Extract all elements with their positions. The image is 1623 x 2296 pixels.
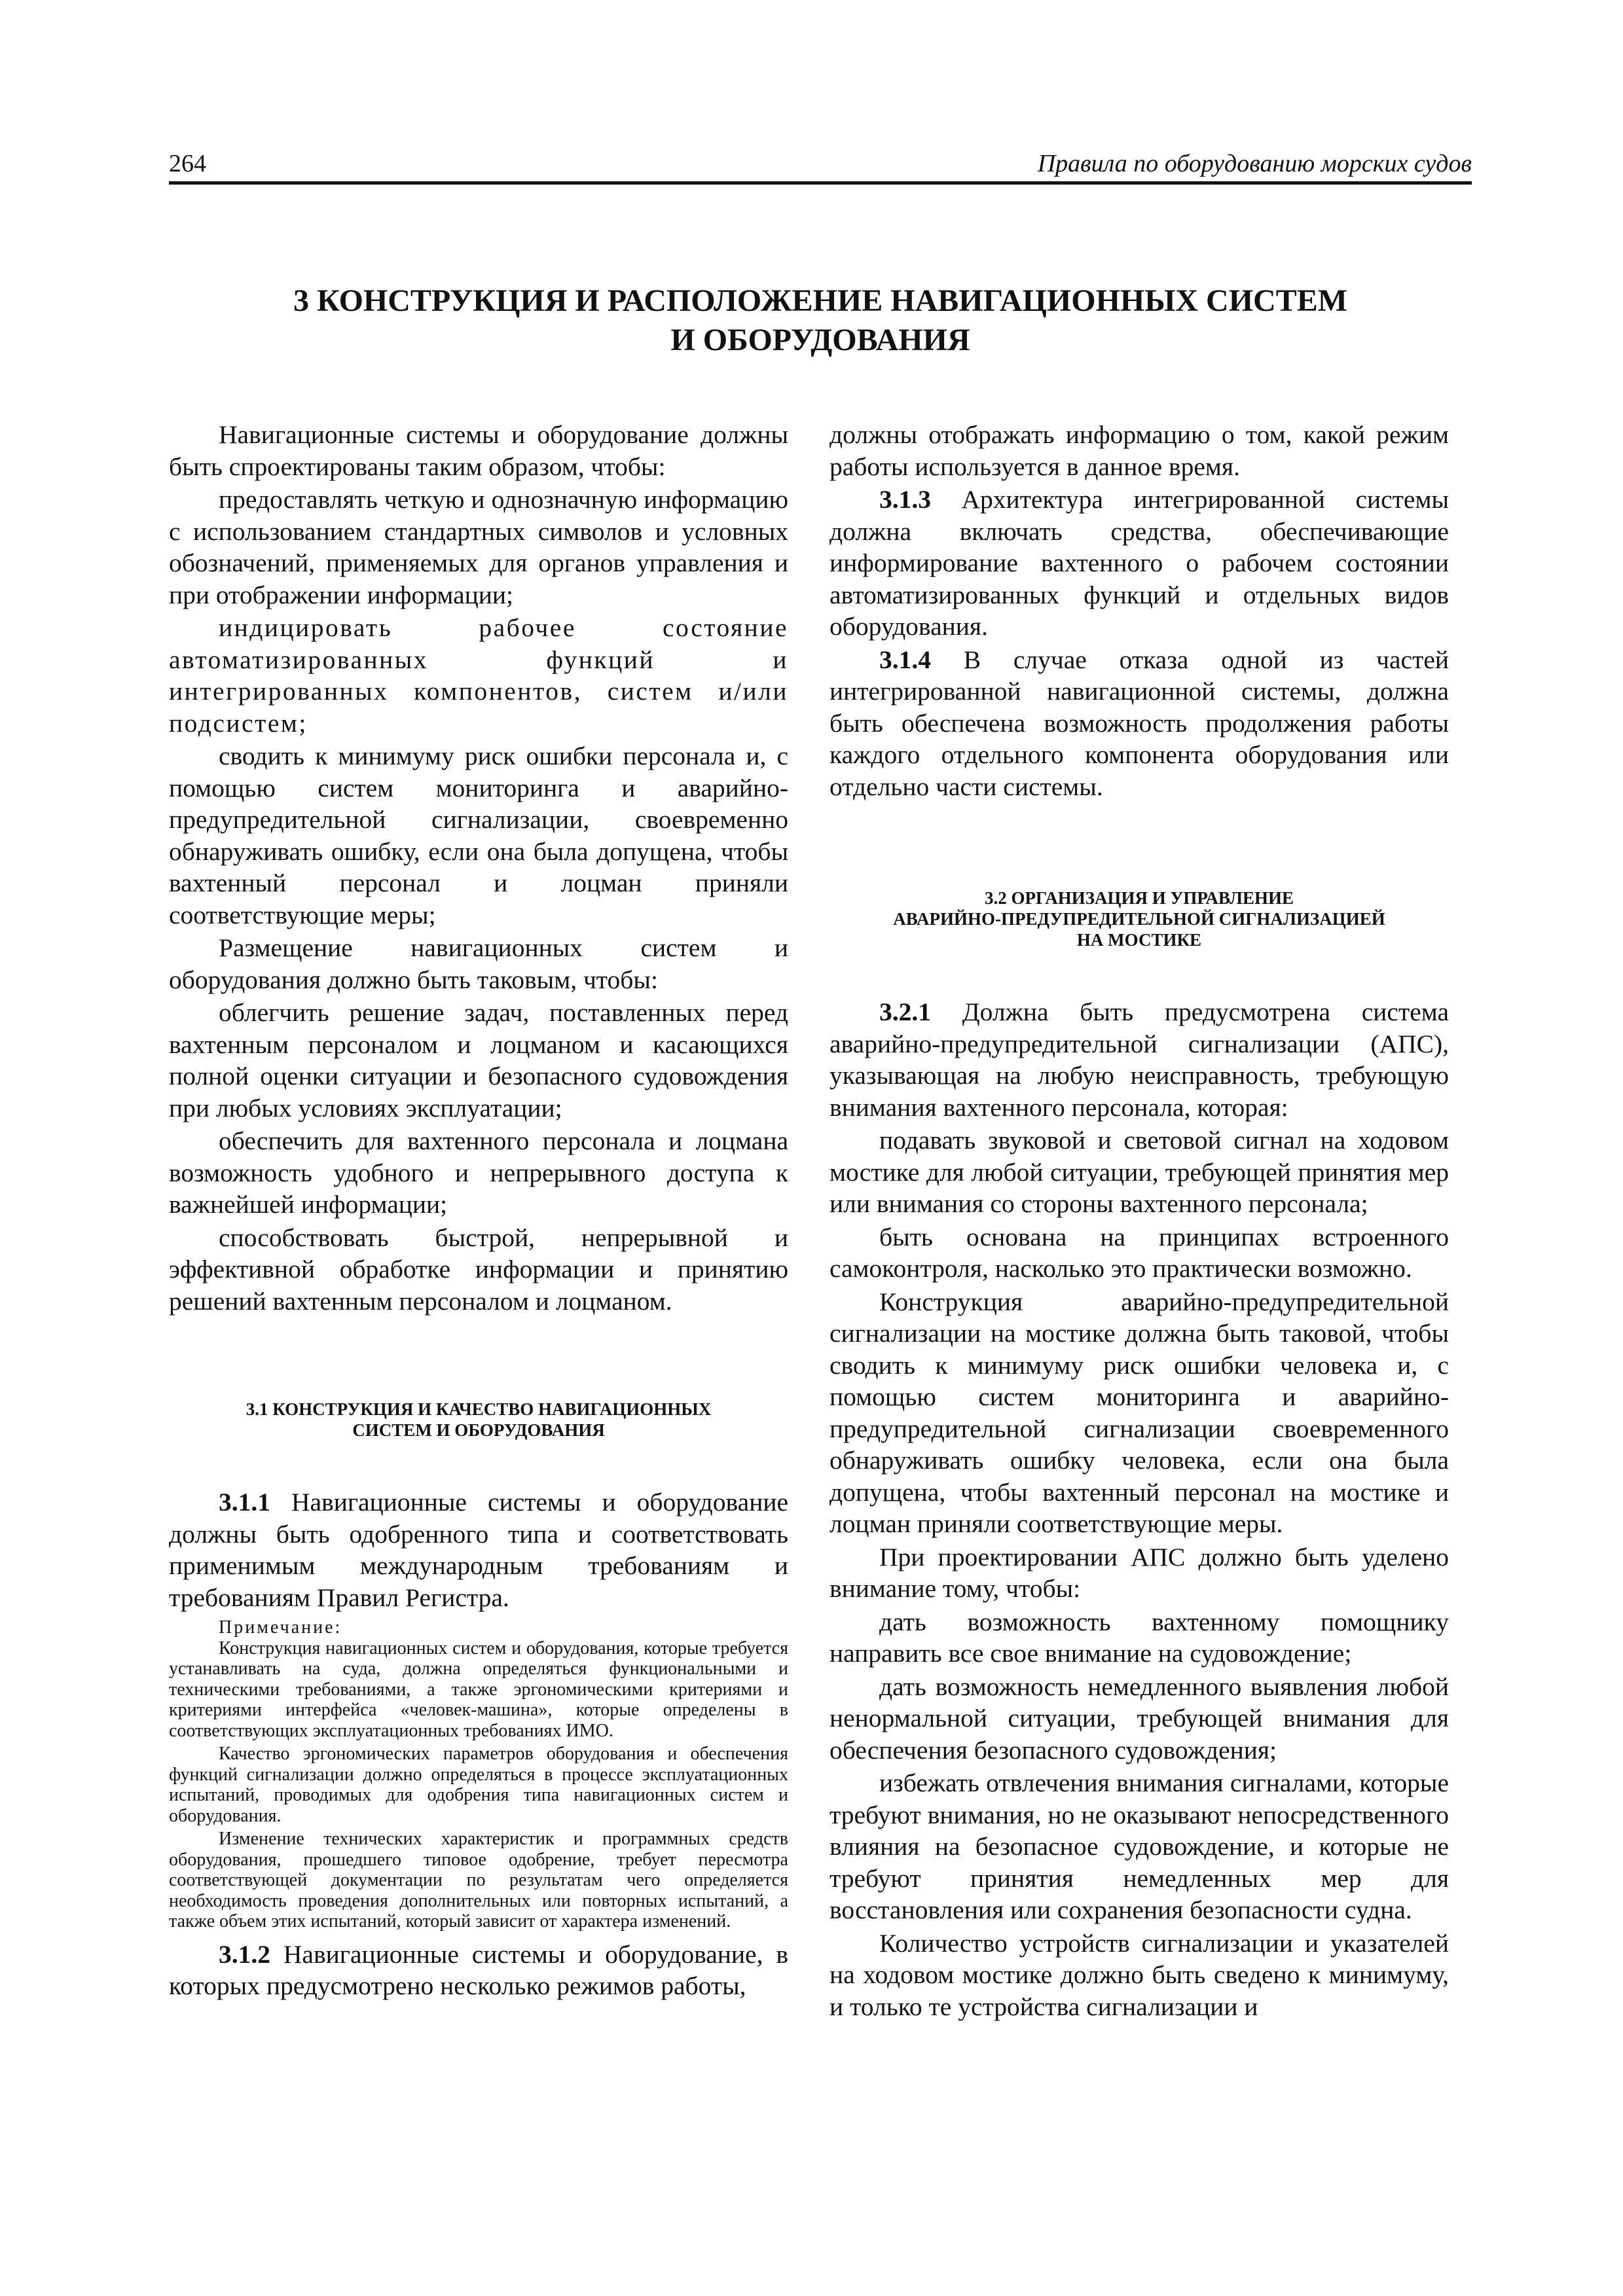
clause-text: Навигационные системы и оборудование, в которых предусмотрено несколько режимов работы, xyxy=(169,1939,788,2000)
clause-text: Архитектура интегрированной системы должна включать средства, обеспечивающие информирование вахтенного о рабочем состоянии автоматизированных функций и отдельных видов оборудования. xyxy=(830,485,1449,641)
list-paragraph: избежать отвлечения внимания сигналами, которые требуют внимания, но не оказывают непосредственного влияния на безопасное судовождение, и которые не требуют принятия немедленных мер для восстановления или сохранения безопасности судна. xyxy=(830,1768,1449,1924)
chapter-title-line-1: 3 КОНСТРУКЦИЯ И РАСПОЛОЖЕНИЕ НАВИГАЦИОННЫХ СИСТЕМ xyxy=(293,283,1348,318)
clause-number: 3.1.1 xyxy=(219,1488,270,1516)
clause-number: 3.2.1 xyxy=(879,997,931,1026)
paragraph: Конструкция аварийно-предупредительной сигнализации на мостике должна быть таковой, чтобы сводить к минимуму риск ошибки человека и, с помощью систем мониторинга и аварийно-предупредительной сигнализации своевременного обнаруживать ошибку человека, если она была допущена, чтобы вахтенный персонал на мостике и лоцман приняли соответствующие меры. xyxy=(830,1287,1449,1538)
list-paragraph: сводить к минимуму риск ошибки персонала и, с помощью систем мониторинга и аварийно-предупредительной сигнализации, своевременно обнаруживать ошибку, если она была допущена, чтобы вахтенный персонал и лоцман приняли соответствующие меры; xyxy=(169,742,788,929)
paragraph: Количество устройств сигнализации и указателей на ходовом мостике должно быть сведено к минимуму, и только те устройства сигнализации и xyxy=(830,1928,1449,2021)
chapter-title-line-2: И ОБОРУДОВАНИЯ xyxy=(670,323,970,357)
clause-text: Навигационные системы и оборудование должны быть одобренного типа и соответствовать применимым международным требованиям и требованиям Правил Регистра. xyxy=(169,1488,788,1612)
list-paragraph: обеспечить для вахтенного персонала и лоцмана возможность удобного и непрерывного доступа к важнейшей информации; xyxy=(169,1126,788,1219)
list-paragraph: подавать звуковой и световой сигнал на ходовом мостике для любой ситуации, требующей принятия мер или внимания со стороны вахтенного персонала; xyxy=(830,1126,1449,1218)
section-heading-line: 3.1 КОНСТРУКЦИЯ И КАЧЕСТВО НАВИГАЦИОННЫХ xyxy=(246,1399,712,1419)
section-heading-3-2 xyxy=(830,888,1449,950)
paragraph-continuation: должны отображать информацию о том, какой режим работы используется в данное время. xyxy=(830,420,1449,481)
clause-3-2-1 xyxy=(830,996,1449,1123)
paragraph: При проектировании АПС должно быть уделено внимание тому, чтобы: xyxy=(830,1542,1449,1603)
page-header xyxy=(169,145,1472,185)
list-paragraph: быть основана на принципах встроенного самоконтроля, насколько это практически возможно. xyxy=(830,1222,1449,1283)
clause-text: Должна быть предусмотрена система аварийно-предупредительной сигнализации (АПС), указывающая на любую неисправность, требующую внимания вахтенного персонала, которая: xyxy=(830,997,1450,1122)
list-paragraph: индицировать рабочее состояние автоматизированных функций и интегрированных компонентов, систем и/или подсистем; xyxy=(169,613,788,738)
section-heading-line: СИСТЕМ И ОБОРУДОВАНИЯ xyxy=(352,1420,605,1440)
note-block xyxy=(169,1617,788,1932)
list-paragraph: способствовать быстрой, непрерывной и эффективной обработке информации и принятию решений вахтенным персоналом и лоцманом. xyxy=(169,1223,788,1316)
clause-number: 3.1.4 xyxy=(879,645,931,674)
running-title: Правила по оборудованию морских судов xyxy=(1037,150,1472,177)
section-heading-line: 3.2 ОРГАНИЗАЦИЯ И УПРАВЛЕНИЕ xyxy=(985,888,1294,908)
clause-number: 3.1.3 xyxy=(879,485,931,514)
clause-text: В случае отказа одной из частей интегрированной навигационной системы, должна быть обеспечена возможность продолжения работы каждого отдельного компонента оборудования или отдельно части системы. xyxy=(830,645,1449,801)
section-heading-line: АВАРИЙНО-ПРЕДУПРЕДИТЕЛЬНОЙ СИГНАЛИЗАЦИЕЙ xyxy=(893,909,1385,929)
clause-3-1-4 xyxy=(830,644,1449,803)
list-paragraph: дать возможность немедленного выявления любой ненормальной ситуации, требующей внимания для обеспечения безопасного судовождения; xyxy=(830,1672,1449,1765)
paragraph: Размещение навигационных систем и оборудования должно быть таковым, чтобы: xyxy=(169,933,788,994)
page-number: 264 xyxy=(169,150,206,177)
paragraph: Навигационные системы и оборудование должны быть спроектированы таким образом, чтобы: xyxy=(169,420,788,481)
left-column xyxy=(169,419,788,2003)
clause-number: 3.1.2 xyxy=(219,1939,270,1969)
note-label: Примечание: xyxy=(219,1617,342,1638)
list-paragraph: дать возможность вахтенному помощнику направить все свое внимание на судовождение; xyxy=(830,1607,1449,1668)
clause-3-1-2 xyxy=(169,1939,788,2002)
list-paragraph: облегчить решение задач, поставленных перед вахтенным персоналом и лоцманом и касающихся полной оценки ситуации и безопасного судовождения при любых условиях эксплуатации; xyxy=(169,998,788,1122)
list-paragraph: предоставлять четкую и однозначную информацию с использованием стандартных символов и условных обозначений, применяемых для органов управления и при отображении информации; xyxy=(169,485,788,609)
right-column xyxy=(830,419,1449,2024)
header-rule xyxy=(169,181,1472,185)
clause-3-1-3 xyxy=(830,484,1449,643)
note-paragraph: Качество эргономических параметров оборудования и обеспечения функций сигнализации должно определяться в процессе эксплуатационных испытаний, проводимых для одобрения типа навигационных систем и оборудования. xyxy=(169,1744,788,1826)
note-paragraph: Изменение технических характеристик и программных средств оборудования, прошедшего типовое одобрение, требует пересмотра соответствующей документации по результатам чего определяется необходимость проведения дополнительных или повторных испытаний, а также объем этих испытаний, который зависит от характера изменений. xyxy=(169,1829,788,1931)
section-heading-3-1 xyxy=(169,1399,788,1441)
chapter-title xyxy=(169,281,1472,360)
note-paragraph: Конструкция навигационных систем и оборудования, которые требуется устанавливать на суда, должна определяться функциональными и техническими требованиями, а также эргономическими критериями и критериями интерфейса «человек-машина», которые определены в соответствующих эксплуатационных требованиях ИМО. xyxy=(169,1638,788,1741)
clause-3-1-1 xyxy=(169,1486,788,1613)
section-heading-line: НА МОСТИКЕ xyxy=(1076,930,1202,950)
